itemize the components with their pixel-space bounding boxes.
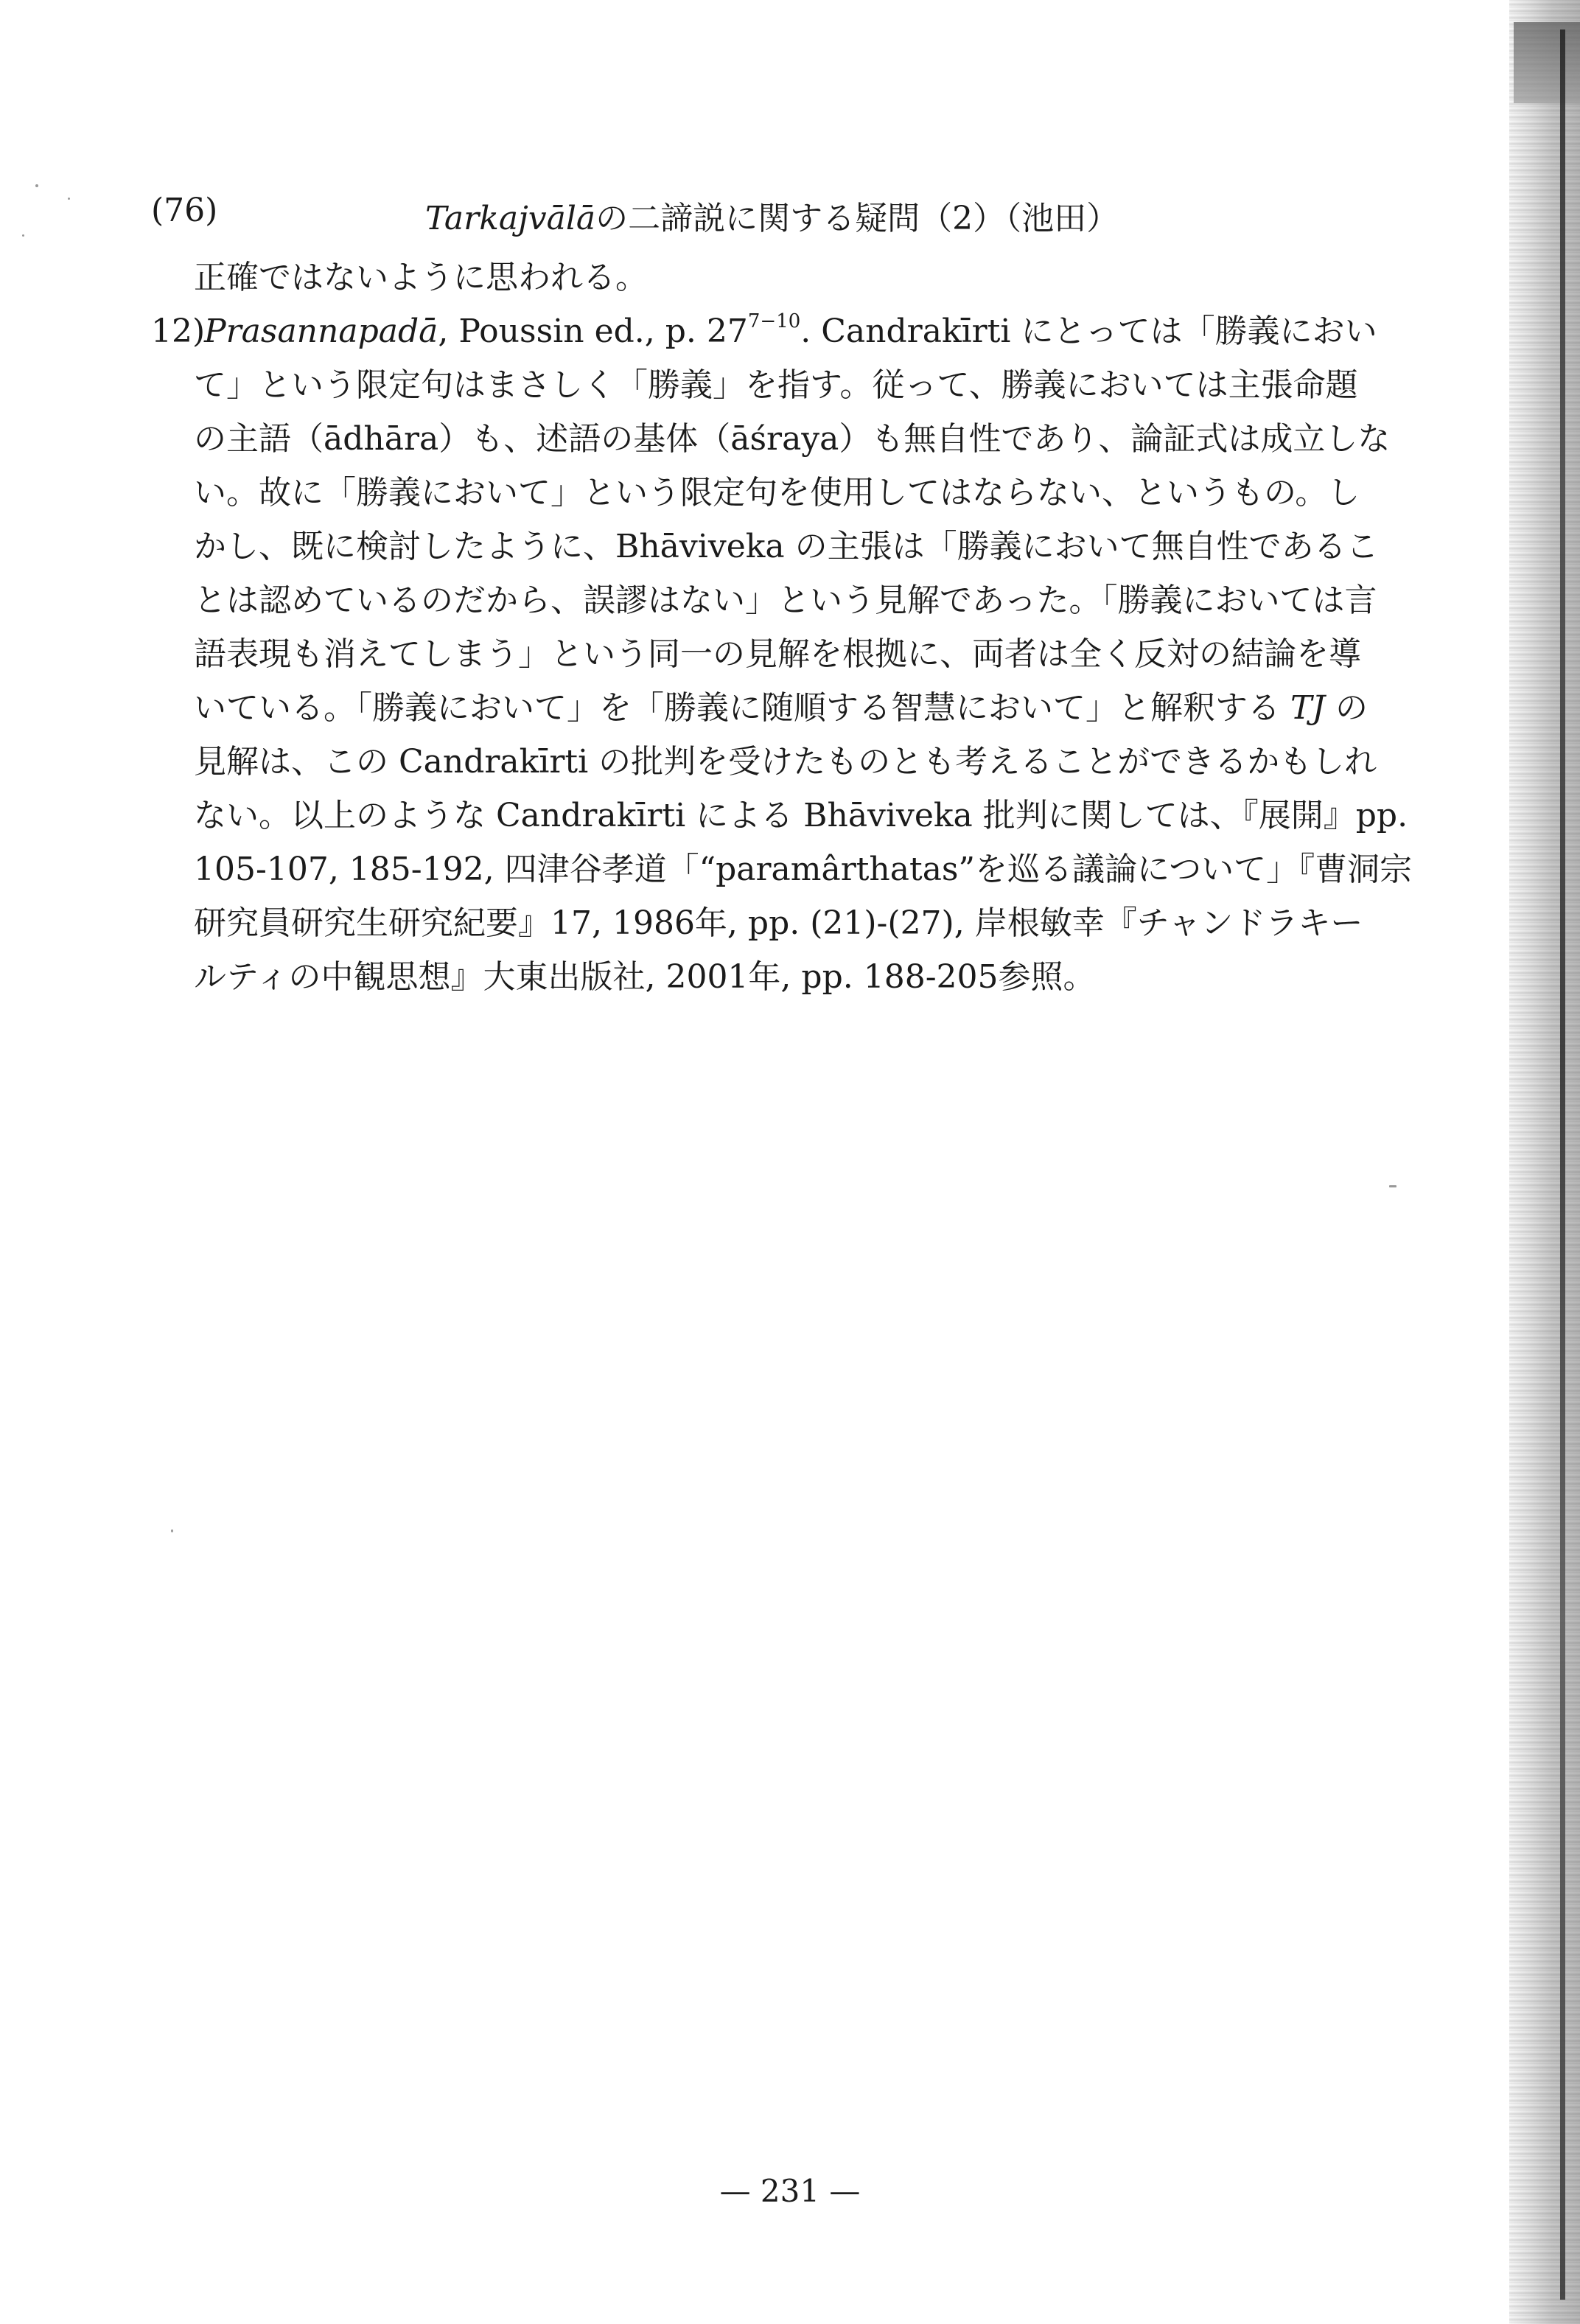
scan-speck (171, 1529, 173, 1532)
scan-speck (22, 234, 24, 237)
header-title-rest: の二諦説に関する疑問（2）（池田） (595, 200, 1119, 237)
footnote-12-line (151, 304, 1455, 358)
text-line: い。故に「勝義において」という限定句を使用してはならない、というもの。し (194, 474, 1360, 512)
text-line: 研究員研究生研究紀要』17, 1986年, pp. (21)-(27), 岸根敏幸『チャンドラキー (194, 904, 1363, 942)
text-line: 見解は、この Candrakīrti の批判を受けたものとも考えることができるかもしれ (194, 743, 1377, 781)
scan-speck (1389, 1185, 1397, 1187)
text-line: 正確ではないように思われる。 (194, 259, 648, 296)
footnote-citation (204, 304, 1377, 358)
text-fragment: の (1324, 689, 1368, 727)
footnote-number: 12) (151, 313, 206, 350)
running-header (151, 186, 1478, 237)
scan-edge (1509, 0, 1580, 2324)
citation-superscript: 7−10 (747, 310, 801, 332)
header-title-italic: Tarkajvālā (425, 200, 596, 237)
text-line: かし、既に検討したように、Bhāviveka の主張は「勝義において無自性であるこ (194, 528, 1379, 565)
header-title (425, 192, 1119, 239)
scan-edge-line (1560, 29, 1565, 2300)
abbreviation-tj: TJ (1290, 689, 1325, 727)
text-line: の主語（ādhāra）も、述語の基体（āśraya）も無自性であり、論証式は成立しな (194, 420, 1391, 458)
text-fragment: いている。「勝義において」を「勝義に随順する智慧において」と解釈する (194, 689, 1290, 727)
citation-edition: , Poussin ed., p. 27 (438, 313, 748, 350)
header-page-ref: (76) (151, 192, 218, 229)
scan-edge-shadow (1514, 22, 1580, 103)
text-line: て」という限定句はまさしく「勝義」を指す。従って、勝義においては主張命題 (194, 366, 1358, 404)
text-line: 105-107, 185-192, 四津谷孝道「“paramârthatas”を巡る議論について」『曹洞宗 (194, 851, 1413, 888)
cited-work-title: Prasannapadā (204, 313, 438, 350)
citation-continuation: . Candrakīrti にとっては「勝義におい (800, 313, 1377, 350)
text-line: ルティの中観思想』大東出版社, 2001年, pp. 188-205参照。 (194, 958, 1096, 996)
text-line: ない。以上のような Candrakīrti による Bhāviveka 批判に関しては、『展開』pp. (194, 797, 1408, 834)
text-line: 語表現も消えてしまう」という同一の見解を根拠に、両者は全く反対の結論を導 (194, 635, 1361, 673)
text-line: とは認めているのだから、誤謬はない」という見解であった。「勝義においては言 (194, 582, 1377, 619)
scan-speck (68, 198, 70, 200)
text-line (151, 681, 1455, 735)
scan-speck (35, 184, 38, 187)
page-number: — 231 — (719, 2173, 861, 2209)
footnote-body (151, 251, 1455, 1004)
